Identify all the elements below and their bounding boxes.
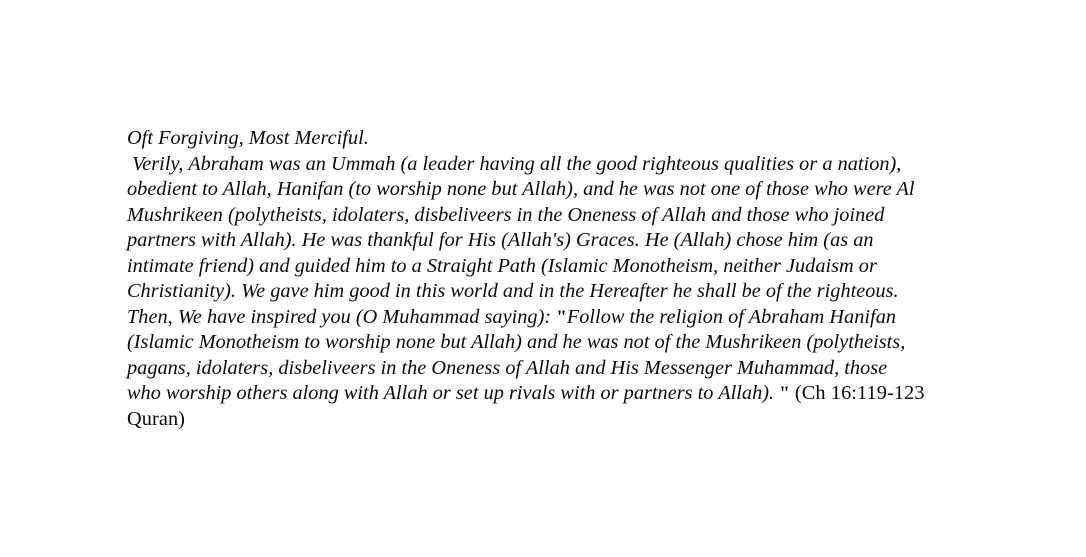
quote-close-mark: " (779, 383, 790, 404)
passage-line-8 (127, 305, 973, 331)
passage-line-8-lead: Then, We have inspired you (O Muhammad saying): (127, 305, 557, 328)
passage-line-6: intimate friend) and guided him to a Straight Path (Islamic Monotheism, neither Judaism or (127, 254, 877, 277)
citation-source: Quran) (127, 407, 186, 430)
passage-line-2: Verily, Abraham was an Ummah (a leader having all the good righteous qualities or a nation), (127, 152, 902, 175)
passage-line-11-lead: who worship others along with Allah or set up rivals with or partners to Allah). (127, 382, 780, 404)
quote-open-mark: " (556, 306, 567, 328)
passage-line-1: Oft Forgiving, Most Merciful. (127, 127, 369, 149)
passage-line-10: pagans, idolaters, disbeliveers in the Oneness of Allah and His Messenger Muhammad, those (127, 356, 888, 379)
scripture-passage (127, 126, 973, 432)
passage-line-11 (127, 381, 973, 407)
passage-line-4: Mushrikeen (polytheists, idolaters, disbeliveers in the Oneness of Allah and those who joined (127, 203, 885, 226)
citation-reference: (Ch 16:119-123 (789, 382, 925, 404)
passage-line-12 (127, 407, 973, 433)
passage-line-9: (Islamic Monotheism to worship none but Allah) and he was not of the Mushrikeen (polytheists, (127, 331, 906, 353)
passage-line-5: partners with Allah). He was thankful for His (Allah's) Graces. He (Allah) chose him (as an (127, 229, 874, 251)
passage-line-7: Christianity). We gave him good in this world and in the Hereafter he shall be of the righteous. (127, 280, 899, 302)
passage-line-8-tail: Follow the religion of Abraham Hanifan (566, 305, 897, 328)
passage-line-3: obedient to Allah, Hanifan (to worship none but Allah), and he was not one of those who were Al (127, 178, 915, 200)
